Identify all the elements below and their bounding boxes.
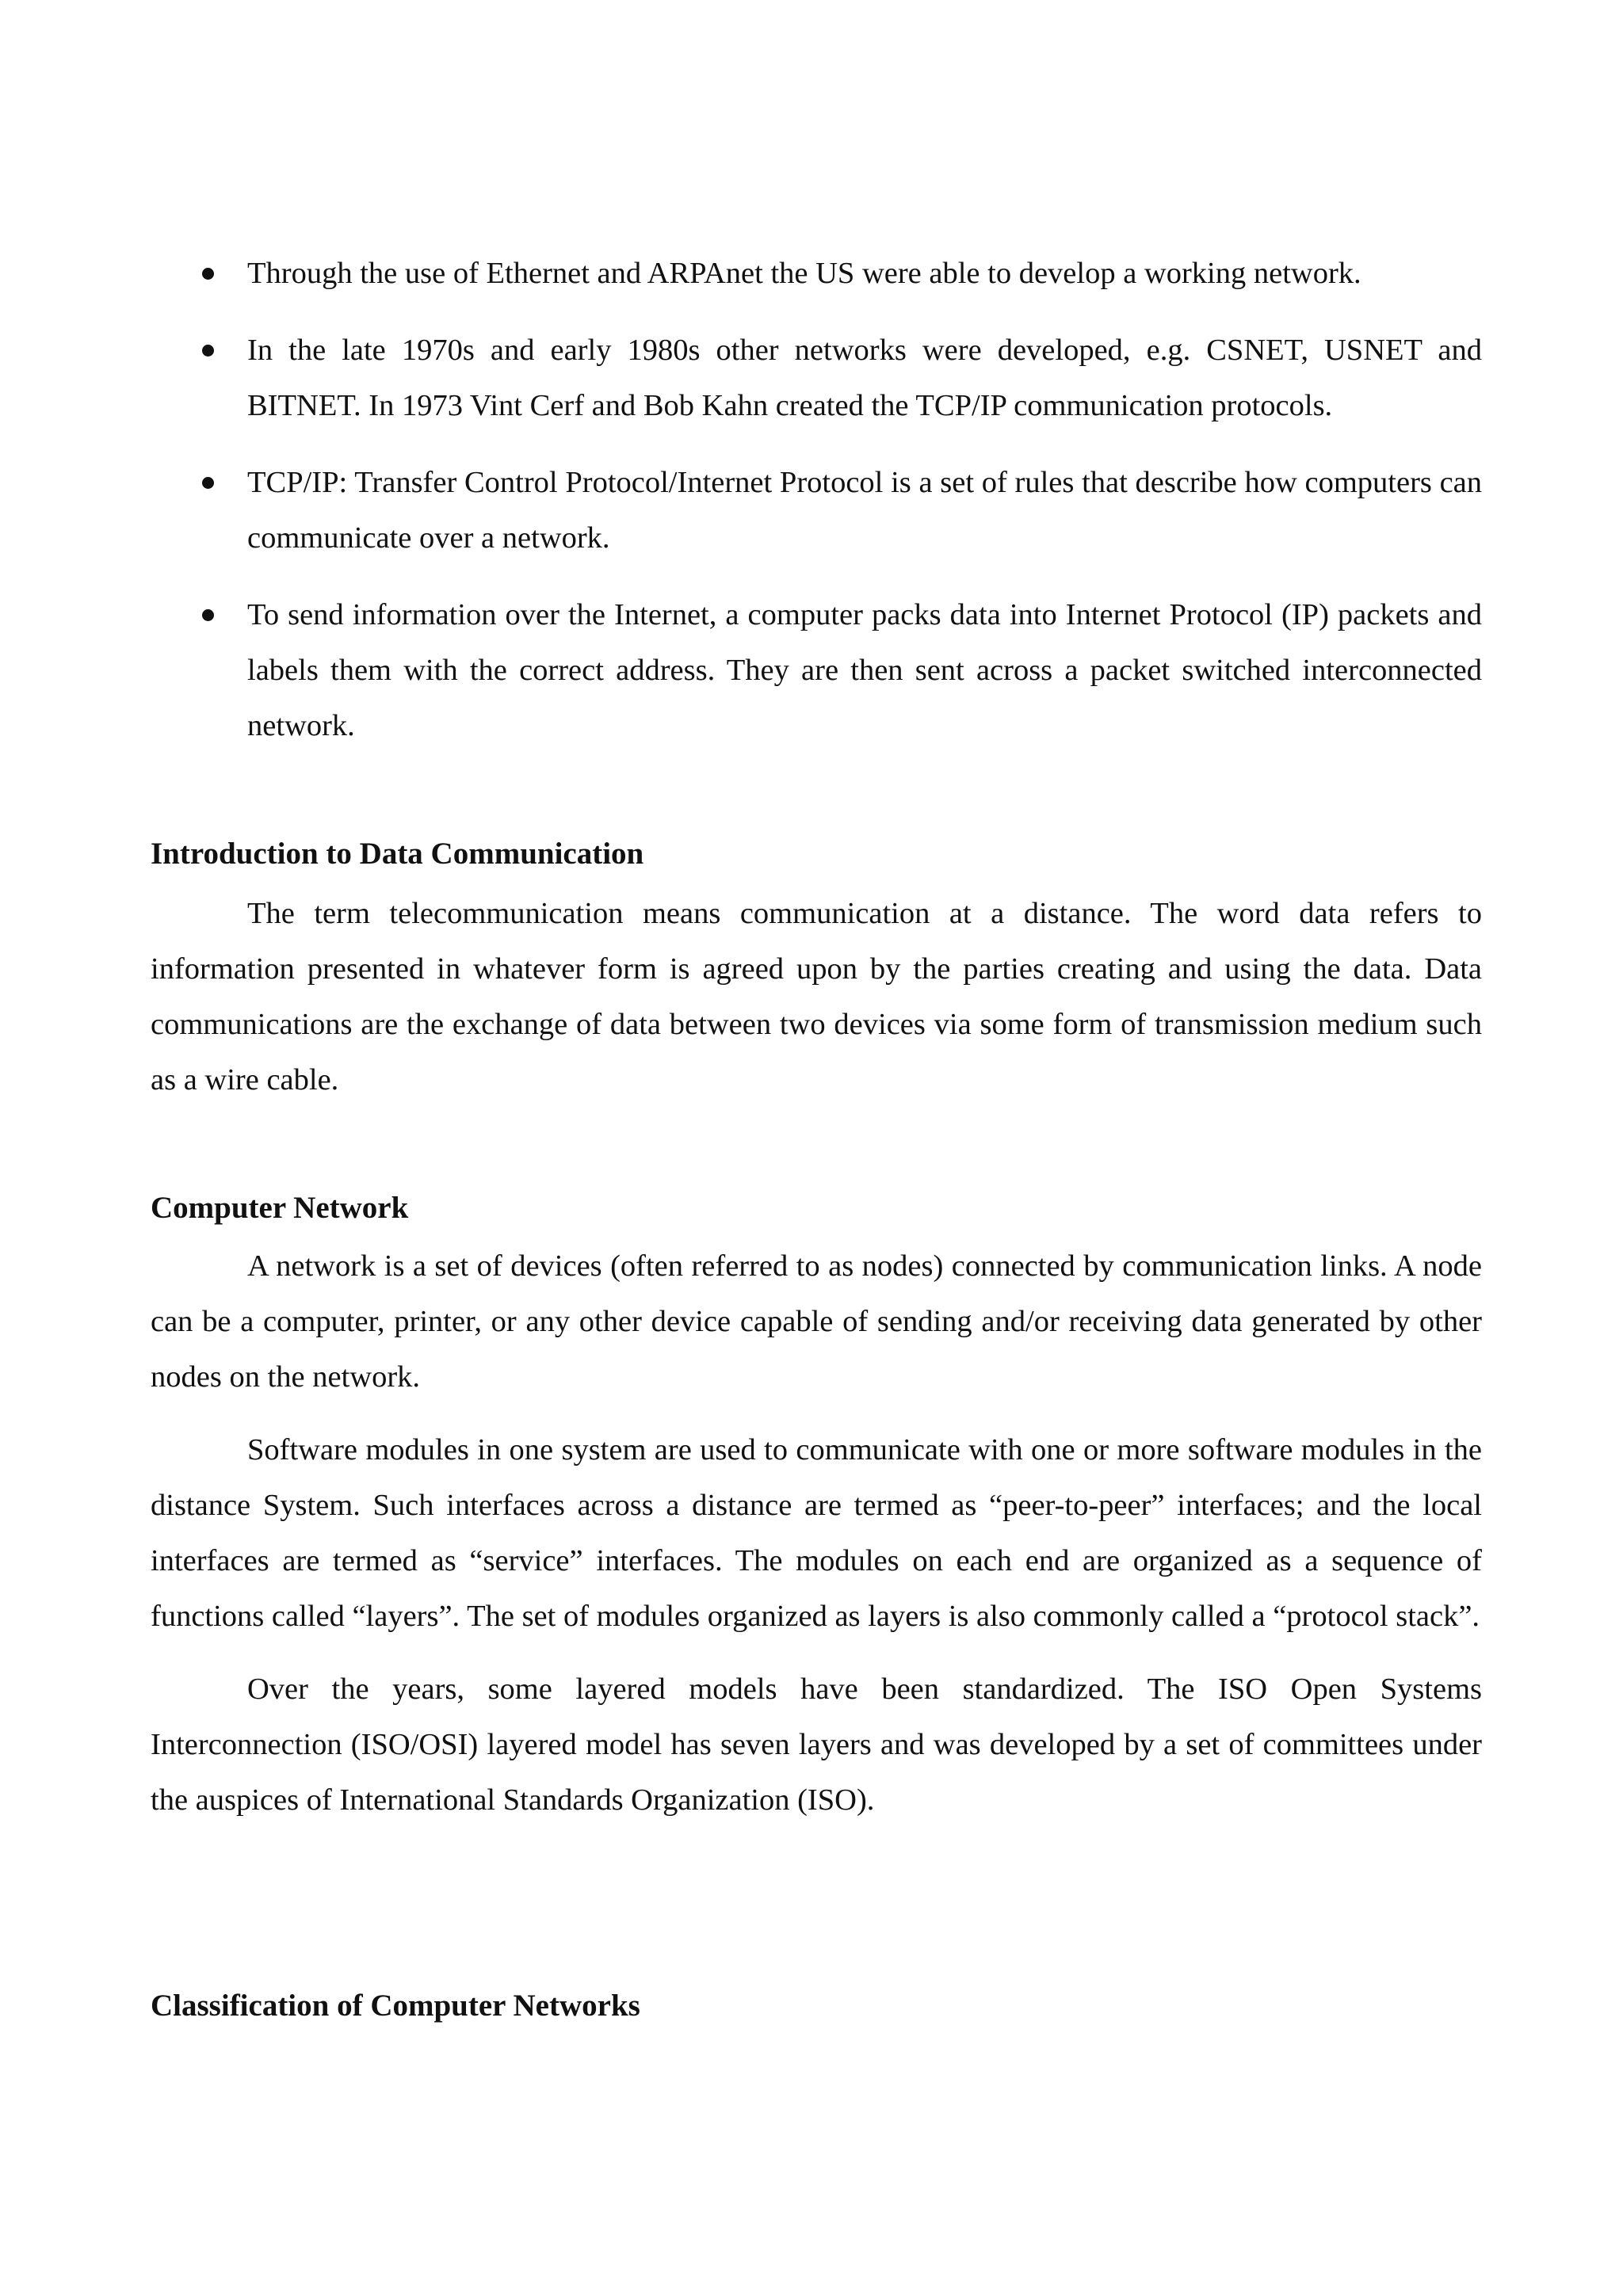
bullet-item (151, 322, 1482, 433)
bullet-icon (202, 345, 214, 357)
bullet-icon (202, 609, 214, 621)
paragraph: The term telecommunication means communication at a distance. The word data refers to information presented in whatever form is agreed upon by the parties creating and using the data. Data communications are the exchange of data between two devices via some form of transmission medium such as a wire cable. (151, 897, 1482, 1097)
section-heading-data-communication: Introduction to Data Communication (151, 837, 644, 871)
bullet-icon (202, 268, 214, 280)
section-body-data-communication (151, 886, 1482, 1125)
paragraph: Software modules in one system are used to communicate with one or more software modules in the distance System. Such interfaces across a distance are termed as “peer-to-peer” interfaces; and the local interfaces are termed as “service” interfaces. The modules on each end are organized as a sequence of functions called “layers”. The set of modules organized as layers is also commonly called a “protocol stack”. (151, 1433, 1482, 1633)
bullet-icon (202, 477, 214, 489)
paragraph: A network is a set of devices (often referred to as nodes) connected by communication links. A node can be a computer, printer, or any other device capable of sending and/or receiving data generated by other nodes on the network. (151, 1249, 1482, 1394)
history-bullet-list (151, 246, 1482, 775)
bullet-text: TCP/IP: Transfer Control Protocol/Internet Protocol is a set of rules that describe how computers can communicate over a network. (247, 466, 1482, 555)
bullet-text: Through the use of Ethernet and ARPAnet the US were able to develop a working network. (247, 257, 1361, 290)
bullet-item (151, 246, 1482, 301)
section-heading-computer-network: Computer Network (151, 1191, 409, 1225)
bullet-text: To send information over the Internet, a computer packs data into Internet Protocol (IP) packets and labels them with the correct address. They are then sent across a packet switched interconnected network. (247, 598, 1482, 742)
section-body-computer-network (151, 1238, 1482, 1845)
bullet-item (151, 587, 1482, 753)
section-heading-classification: Classification of Computer Networks (151, 1989, 640, 2023)
bullet-item (151, 455, 1482, 566)
paragraph: Over the years, some layered models have been standardized. The ISO Open Systems Interconnection (ISO/OSI) layered model has seven layers and was developed by a set of committees under the auspices of International Standards Organization (ISO). (151, 1672, 1482, 1817)
bullet-text: In the late 1970s and early 1980s other networks were developed, e.g. CSNET, USNET and BITNET. In 1973 Vint Cerf and Bob Kahn created the TCP/IP communication protocols. (247, 334, 1482, 422)
